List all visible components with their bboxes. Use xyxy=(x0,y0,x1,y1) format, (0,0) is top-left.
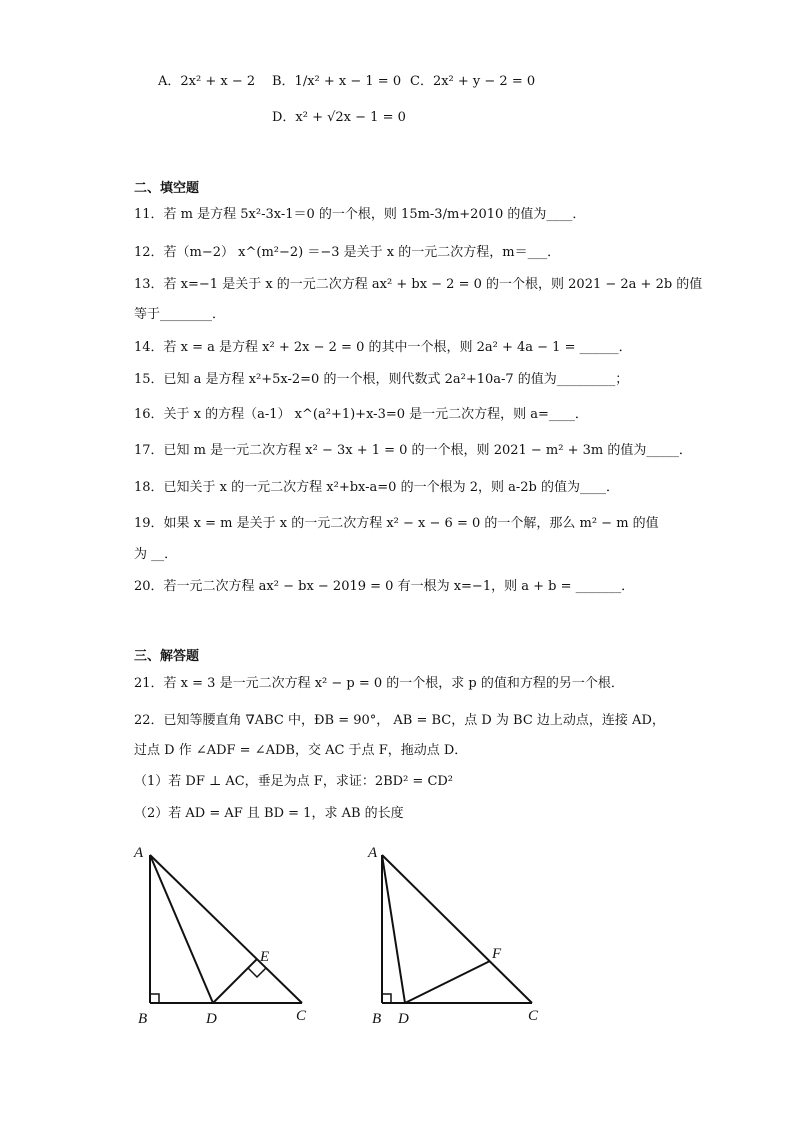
question-17: 17．已知 m 是一元二次方程 x² − 3x + 1 = 0 的一个根，则 2021 − m² + 3m 的值为_____． xyxy=(134,443,692,458)
question-21: 21．若 x = 3 是一元二次方程 x² − p = 0 的一个根，求 p 的值和方程的另一个根． xyxy=(134,676,624,691)
option-c: C．2x² + y − 2 = 0 xyxy=(410,74,536,89)
question-19-cont: 为 __． xyxy=(134,547,178,562)
triangle-figure-2 xyxy=(362,840,562,1035)
figure2-label-a: A xyxy=(368,845,378,861)
figure2-label-f: F xyxy=(492,946,502,962)
option-a: A．2x² + x − 2 xyxy=(158,74,256,89)
question-22: 22．已知等腰直角 ∇ABC 中，ÐB = 90°， AB = BC，点 D 为 BC 边上动点，连接 AD， xyxy=(134,713,665,728)
option-d: D．x² + √2x − 1 = 0 xyxy=(272,110,406,125)
question-14: 14．若 x = a 是方程 x² + 2x − 2 = 0 的其中一个根，则 2a² + 4a − 1 = ______． xyxy=(134,340,632,355)
question-22-part2: （2）若 AD = AF 且 BD = 1，求 AB 的长度 xyxy=(134,806,404,821)
question-18: 18．已知关于 x 的一元二次方程 x²+bx-a=0 的一个根为 2，则 a-2b 的值为____． xyxy=(134,480,619,495)
question-13: 13．若 x=−1 是关于 x 的一元二次方程 ax² + bx − 2 = 0 的一个根，则 2021 − 2a + 2b 的值 xyxy=(134,277,703,292)
option-b: B．1/x² + x − 1 = 0 xyxy=(272,74,402,89)
figure1-label-e: E xyxy=(260,949,270,965)
figure1-label-c: C xyxy=(296,1008,307,1024)
question-13-cont: 等于________． xyxy=(134,307,226,322)
question-19: 19．如果 x = m 是关于 x 的一元二次方程 x² − x − 6 = 0 的一个解，那么 m² − m 的值 xyxy=(134,516,659,531)
question-20: 20．若一元二次方程 ax² − bx − 2019 = 0 有一根为 x=−1，则 a + b = _______． xyxy=(134,579,635,594)
question-11: 11．若 m 是方程 5x²-3x-1＝0 的一个根，则 15m-3/m+2010 的值为____． xyxy=(134,207,586,222)
question-12: 12．若（m−2） x^(m²−2) ＝−3 是关于 x 的一元二次方程，m＝___． xyxy=(134,245,561,260)
figure2-label-d: D xyxy=(398,1011,409,1027)
figure2-label-b: B xyxy=(372,1011,382,1027)
question-22-part1: （1）若 DF ⊥ AC，垂足为点 F，求证：2BD² = CD² xyxy=(134,774,454,789)
triangle-figure-1 xyxy=(130,840,330,1035)
figure1-label-d: D xyxy=(206,1011,217,1027)
question-16: 16．关于 x 的方程（a-1） x^(a²+1)+x-3=0 是一元二次方程，则 a=____． xyxy=(134,407,588,422)
figure1-label-b: B xyxy=(138,1011,148,1027)
figure1-label-a: A xyxy=(134,845,144,861)
question-22-cont: 过点 D 作 ∠ADF = ∠ADB，交 AC 于点 F，拖动点 D． xyxy=(134,743,468,758)
figure2-label-c: C xyxy=(528,1008,539,1024)
section-title-fill-in: 二、填空题 xyxy=(134,181,200,196)
section-title-solutions: 三、解答题 xyxy=(134,649,200,664)
question-15: 15．已知 a 是方程 x²+5x-2=0 的一个根，则代数式 2a²+10a-7 的值为_________； xyxy=(134,372,629,387)
